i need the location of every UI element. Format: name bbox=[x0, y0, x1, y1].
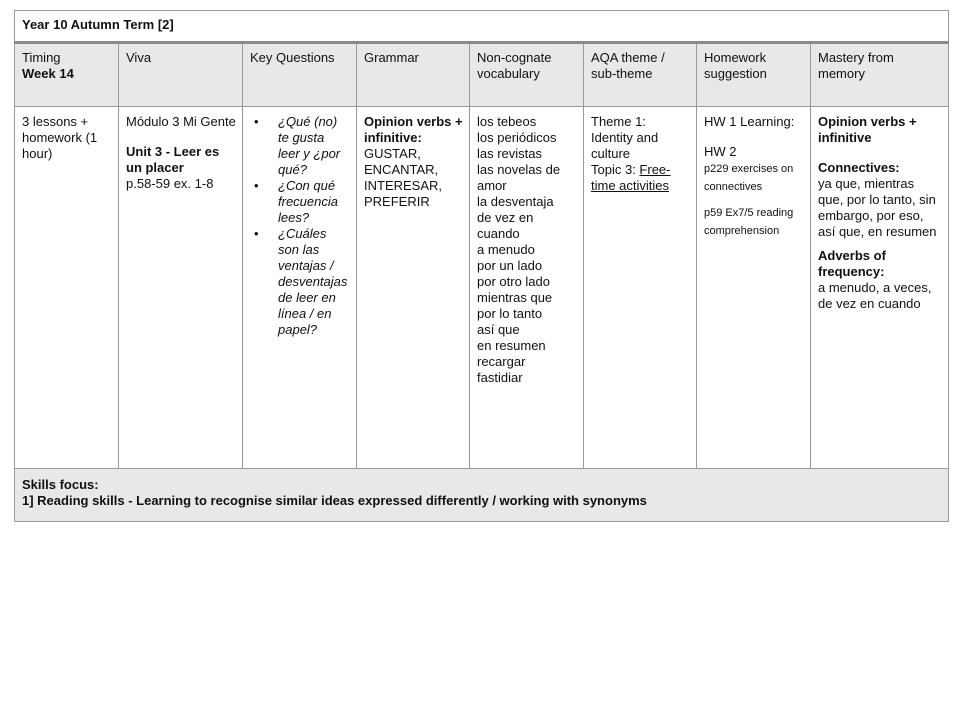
grammar-cell bbox=[357, 107, 470, 469]
key-questions-list bbox=[250, 114, 350, 338]
vocab-item: las revistas bbox=[477, 146, 543, 161]
vocab-item: por lo tanto bbox=[477, 306, 543, 321]
timing-cell: 3 lessons + homework (1 hour) bbox=[15, 107, 119, 469]
viva-unit: Unit 3 - Leer es un placer bbox=[126, 144, 220, 175]
vocab-item: mientras que bbox=[477, 290, 553, 305]
table-title: Year 10 Autumn Term [2] bbox=[15, 11, 949, 43]
vocab-item: a menudo bbox=[477, 242, 535, 257]
vocab-item: los tebeos bbox=[477, 114, 537, 129]
mastery-connectives: ya que, mientras que, por lo tanto, sin embargo, por eso, así que, en resumen bbox=[818, 176, 937, 239]
mastery-heading-connectives: Connectives: bbox=[818, 160, 900, 175]
aqa-theme: Theme 1: Identity and culture bbox=[591, 114, 659, 161]
homework-2: HW 2 bbox=[704, 144, 737, 159]
header-viva: Viva bbox=[119, 43, 243, 107]
header-timing-label: Timing bbox=[22, 50, 61, 65]
header-key-questions: Key Questions bbox=[243, 43, 357, 107]
mastery-adverbs: a menudo, a veces, de vez en cuando bbox=[818, 280, 932, 311]
scheme-of-work-table bbox=[14, 10, 949, 522]
skills-focus bbox=[15, 469, 949, 522]
mastery-heading-opinion: Opinion verbs + infinitive bbox=[818, 114, 917, 145]
aqa-topic-prefix: Topic 3: bbox=[591, 162, 640, 177]
skills-focus-item: 1] Reading skills - Learning to recognise similar ideas expressed differently / working with synonyms bbox=[22, 493, 647, 508]
skills-focus-label: Skills focus: bbox=[22, 477, 99, 492]
viva-pages: p.58-59 ex. 1-8 bbox=[126, 176, 214, 191]
header-timing bbox=[15, 43, 119, 107]
header-grammar: Grammar bbox=[357, 43, 470, 107]
homework-2-task: p229 exercises on connectives bbox=[704, 163, 794, 193]
header-homework: Homework suggestion bbox=[697, 43, 811, 107]
vocabulary-cell bbox=[470, 107, 584, 469]
aqa-topic-link[interactable]: Free-time activities bbox=[591, 162, 671, 193]
vocab-item: los periódicos bbox=[477, 130, 557, 145]
header-vocabulary: Non-cognate vocabulary bbox=[470, 43, 584, 107]
mastery-cell bbox=[811, 107, 949, 469]
header-row bbox=[15, 43, 949, 107]
homework-1: HW 1 Learning: bbox=[704, 114, 795, 129]
viva-cell bbox=[119, 107, 243, 469]
key-question: • ¿Qué (no) te gusta leer y ¿por qué? bbox=[250, 114, 350, 178]
vocab-item: las novelas de amor bbox=[477, 162, 561, 193]
vocab-item: la desventaja bbox=[477, 194, 554, 209]
vocab-item: de vez en cuando bbox=[477, 210, 534, 241]
homework-2-task-reading: p59 Ex7/5 reading comprehension bbox=[704, 207, 794, 237]
aqa-topic bbox=[591, 162, 690, 194]
homework-cell bbox=[697, 107, 811, 469]
vocab-item: así que bbox=[477, 322, 520, 337]
header-timing-week: Week 14 bbox=[22, 66, 74, 81]
vocab-item: fastidiar bbox=[477, 370, 523, 385]
key-question: • ¿Con qué frecuencia lees? bbox=[250, 178, 350, 226]
mastery-heading-adverbs: Adverbs of frequency: bbox=[818, 248, 886, 279]
aqa-theme-cell bbox=[584, 107, 697, 469]
vocab-item: en resumen bbox=[477, 338, 546, 353]
header-mastery: Mastery from memory bbox=[811, 43, 949, 107]
vocab-item: recargar bbox=[477, 354, 526, 369]
grammar-body: GUSTAR, ENCANTAR, INTERESAR, PREFERIR bbox=[364, 146, 443, 209]
viva-module: Módulo 3 Mi Gente bbox=[126, 114, 236, 129]
vocab-item: por otro lado bbox=[477, 274, 550, 289]
key-questions-cell bbox=[243, 107, 357, 469]
key-question: • ¿Cuáles son las ventajas / desventajas de leer en línea / en papel? bbox=[250, 226, 350, 338]
grammar-heading: Opinion verbs + infinitive: bbox=[364, 114, 463, 145]
vocab-item: por un lado bbox=[477, 258, 543, 273]
content-row bbox=[15, 107, 949, 469]
header-aqa-theme: AQA theme / sub-theme bbox=[584, 43, 697, 107]
